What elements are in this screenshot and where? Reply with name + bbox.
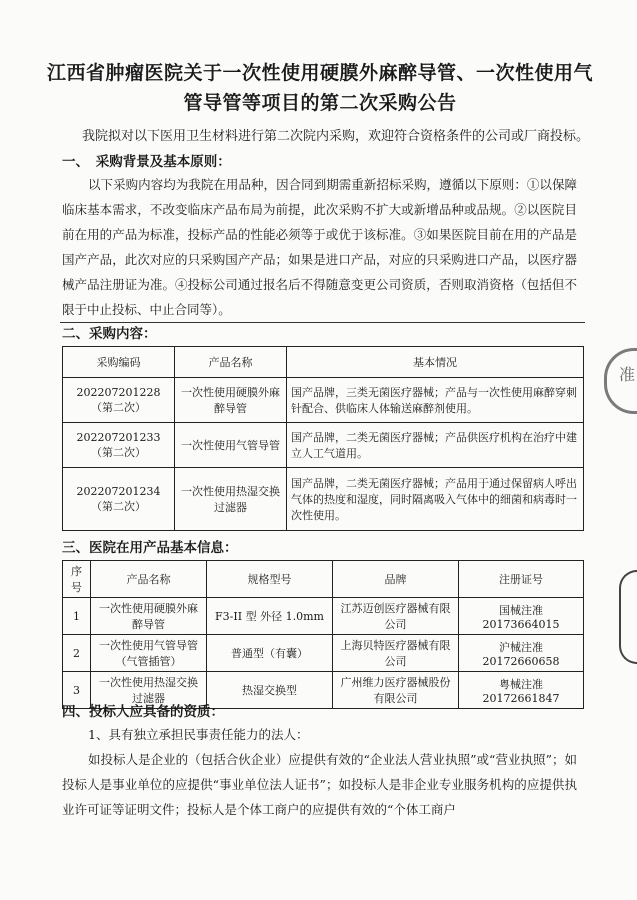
- header-cell: 采购编码: [63, 347, 175, 378]
- header-cell: 规格型号: [207, 561, 333, 598]
- no-cell: 3: [63, 672, 91, 709]
- name-cell: 一次性使用气管导管（气管插管）: [91, 635, 207, 672]
- round-value: （第二次）: [91, 445, 146, 459]
- code-value: 202207201228: [76, 385, 161, 399]
- table-row: [63, 468, 584, 531]
- section4-heading: 四、投标人应具备的资质：: [62, 704, 224, 720]
- header-cell: 序号: [63, 561, 91, 598]
- desc-cell: 国产品牌，二类无菌医疗器械；产品供医疗机构在治疗中建立人工气道用。: [287, 423, 584, 468]
- section4-body: 如投标人是企业的（包括合伙企业）应提供有效的“企业法人营业执照”或“营业执照”；如投标人是事业单位的应提供“事业单位法人证书”；如投标人是非企业专业服务机构的应提供执业许可证等证明文件；投标人是个体工商户的应提供有效的“个体工商户: [62, 752, 577, 817]
- brand-cell: 广州维力医疗器械股份有限公司: [333, 672, 459, 709]
- no-cell: 1: [63, 598, 91, 635]
- reg-cell: 国械注准 20173664015: [459, 598, 584, 635]
- name-cell: 一次性使用热湿交换过滤器: [175, 468, 287, 531]
- table-row: [63, 635, 584, 672]
- product-info-table: [62, 560, 584, 709]
- section1-heading: 一、 采购背景及基本原则：: [62, 154, 231, 170]
- spec-cell: F3-II 型 外径 1.0mm: [207, 598, 333, 635]
- round-value: （第二次）: [91, 400, 146, 414]
- section2-heading: 二、采购内容：: [62, 326, 157, 342]
- table-header-row: [63, 347, 584, 378]
- header-cell: 品牌: [333, 561, 459, 598]
- brand-cell: 上海贝特医疗器械有限公司: [333, 635, 459, 672]
- code-cell: [63, 468, 175, 531]
- section4-item1: 1、具有独立承担民事责任能力的法人：: [88, 727, 309, 742]
- code-value: 202207201233: [76, 430, 161, 444]
- table-header-row: [63, 561, 584, 598]
- table-row: [63, 423, 584, 468]
- no-cell: 2: [63, 635, 91, 672]
- code-cell: [63, 378, 175, 423]
- code-value: 202207201234: [76, 484, 161, 498]
- seal-edge: [619, 570, 637, 664]
- section3-heading: 三、医院在用产品基本信息：: [62, 540, 238, 556]
- section1-body: 以下采购内容均为我院在用品种，因合同到期需重新招标采购，遵循以下原则：①以保障临床基本需求，不改变临床产品布局为前提，此次采购不扩大或新增品种或品规。②以医院目前在用的产品为标准，投标产品的性能必须等于或优于该标准。③如果医院目前在用的产品是国产产品，此次对应的只采购国产产品；如果是进口产品，对应的只采购进口产品，以医疗器械产品注册证为准。④投标公司通过报名后不得随意变更公司资质，否则取消资格（包括但不限于中止投标、中止合同等）。: [62, 177, 577, 317]
- code-cell: [63, 423, 175, 468]
- header-cell: 注册证号: [459, 561, 584, 598]
- divider: [60, 322, 585, 323]
- desc-cell: 国产品牌，二类无菌医疗器械；产品用于通过保留病人呼出气体的热度和湿度，同时隔离吸入气体中的细菌和病毒时一次性使用。: [287, 468, 584, 531]
- round-value: （第二次）: [91, 499, 146, 513]
- intro-text: 我院拟对以下医用卫生材料进行第二次院内采购，欢迎符合资格条件的公司或厂商投标。: [82, 129, 590, 144]
- brand-cell: 江苏迈创医疗器械有限公司: [333, 598, 459, 635]
- header-cell: 基本情况: [287, 347, 584, 378]
- reg-cell: 粤械注准 20172661847: [459, 672, 584, 709]
- table-row: [63, 598, 584, 635]
- table-row: [63, 378, 584, 423]
- name-cell: 一次性使用硬膜外麻醉导管: [91, 598, 207, 635]
- stamp-char: 准: [618, 365, 635, 384]
- reg-cell: 沪械注准 20172660658: [459, 635, 584, 672]
- name-cell: 一次性使用气管导管: [175, 423, 287, 468]
- header-cell: 产品名称: [175, 347, 287, 378]
- desc-cell: 国产品牌，三类无菌医疗器械；产品与一次性使用麻醉穿刺针配合、供临床人体输送麻醉剂使用。: [287, 378, 584, 423]
- name-cell: 一次性使用硬膜外麻醉导管: [175, 378, 287, 423]
- spec-cell: 热湿交换型: [207, 672, 333, 709]
- spec-cell: 普通型（有囊）: [207, 635, 333, 672]
- header-cell: 产品名称: [91, 561, 207, 598]
- procurement-table: [62, 346, 584, 531]
- page-title: 江西省肿瘤医院关于一次性使用硬膜外麻醉导管、一次性使用气管导管等项目的第二次采购公告: [46, 62, 593, 114]
- name-cell: 一次性使用热湿交换过滤器: [91, 672, 207, 709]
